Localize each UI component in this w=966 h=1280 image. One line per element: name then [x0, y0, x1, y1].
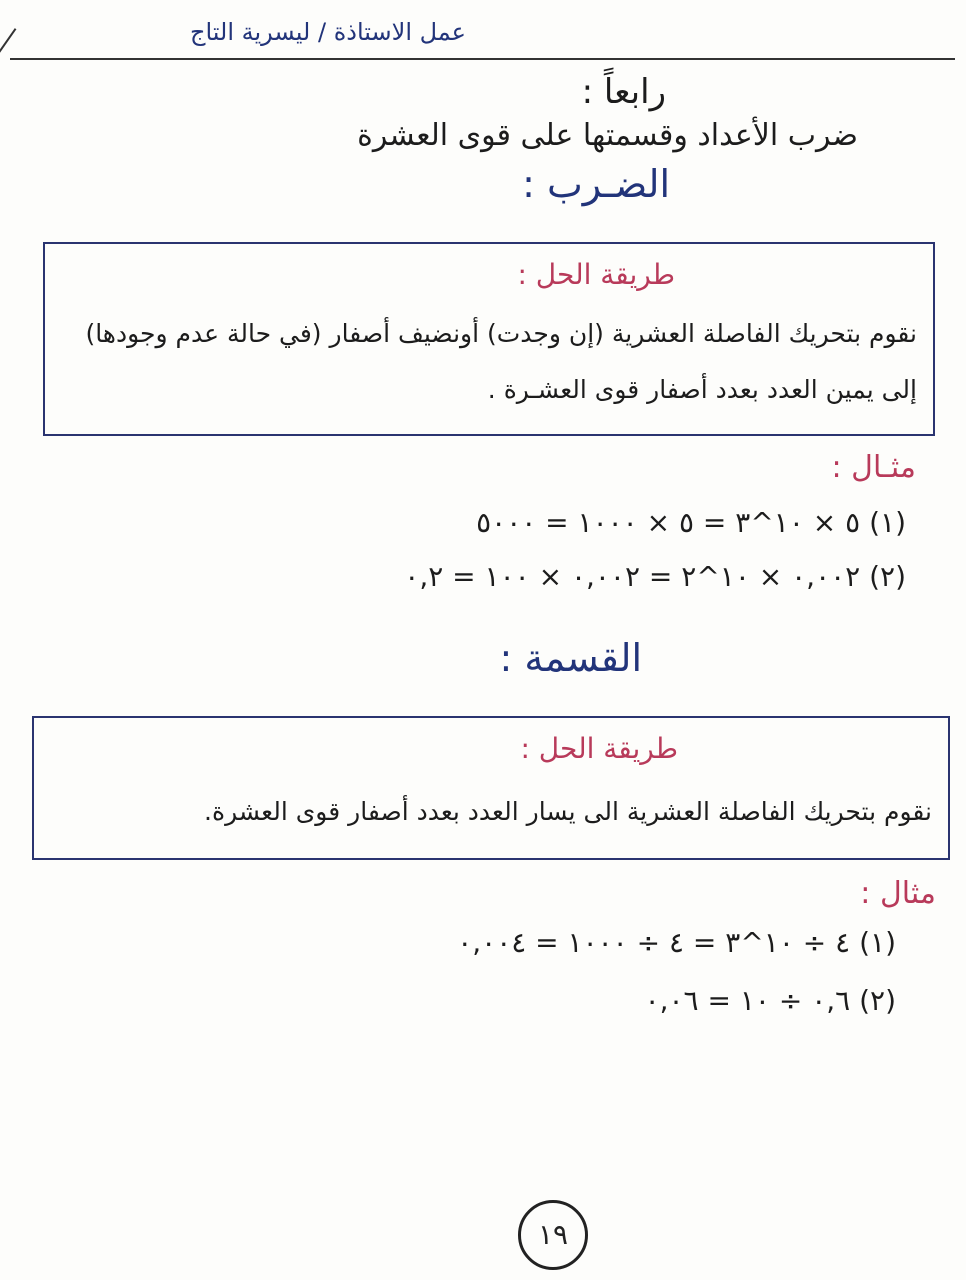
method-text: نقوم بتحريك الفاصلة العشرية (إن وجدت) أونضيف أصفار (في حالة عدم وجودها) إلى يمين العدد بعدد أصفار قوى العشـرة . [85, 319, 917, 404]
multiplication-method-box [43, 242, 935, 436]
example-equation: (٢) ٠,٦ ÷ ١٠ = ٠,٠٦ [644, 984, 896, 1017]
method-text: نقوم بتحريك الفاصلة العشرية الى يسار العدد بعدد أصفار قوى العشرة. [204, 797, 932, 826]
header-rule [10, 58, 955, 60]
method-title: طريقة الحل : [520, 732, 678, 765]
section-title: ضرب الأعداد وقسمتها على قوى العشرة [357, 118, 858, 153]
division-heading: القسمة : [499, 636, 642, 680]
example-equation: (١) ٤ ÷ ١٠^٣ = ٤ ÷ ١٠٠٠ = ٠,٠٠٤ [457, 926, 896, 959]
page-number: ١٩ [518, 1200, 588, 1270]
method-title: طريقة الحل : [517, 258, 675, 291]
author-header: عمل الاستاذة / ليسرية التاج [189, 18, 466, 46]
header-tick-mark [0, 28, 16, 54]
section-label: رابعاً : [581, 72, 666, 112]
multiplication-heading: الضـرب : [522, 162, 670, 206]
example-equation: (١) ٥ × ١٠^٣ = ٥ × ١٠٠٠ = ٥٠٠٠ [476, 506, 906, 539]
example-equation: (٢) ٠,٠٠٢ × ١٠^٢ = ٠,٠٠٢ × ١٠٠ = ٠,٢ [404, 560, 906, 593]
division-method-box [32, 716, 950, 860]
example-label: مثال : [860, 876, 936, 911]
example-label: مثـال : [831, 450, 916, 485]
